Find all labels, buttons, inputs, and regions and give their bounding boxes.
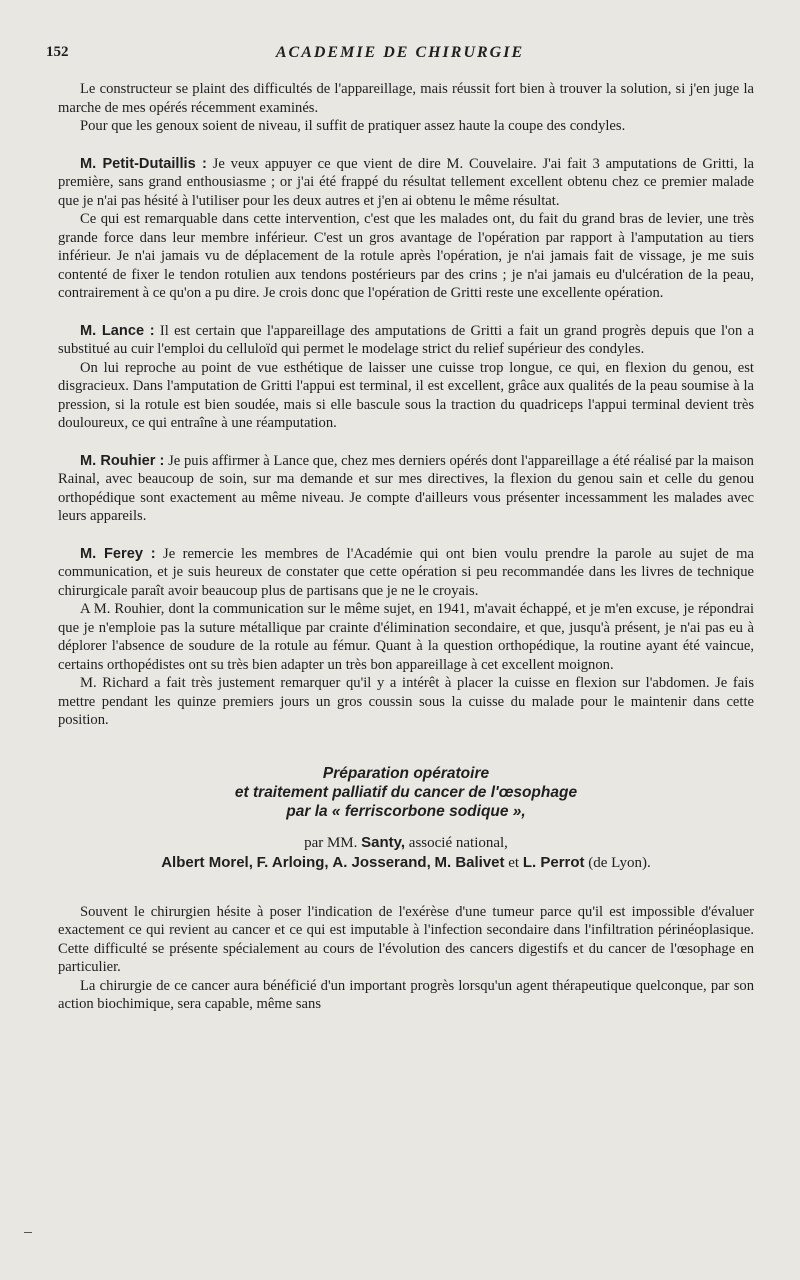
speaker-name: M. Ferey : xyxy=(80,545,156,562)
intervention-paragraph xyxy=(58,545,754,601)
author-name: L. Perrot xyxy=(522,853,585,871)
intervention-paragraph: Ce qui est remarquable dans cette intervention, c'est que les malades ont, du fait du grand bras de levier, une très grande force dans leur membre inférieur. C'est un gros avantage de l'opération par rapport à l'amputation au tiers inférieur. Je n'ai jamais vu de déplacement de la rotule après l'opération, je n'ai jamais fait de vissage, je me suis contenté de fixer le tendon rotulien aux tendons postérieurs par des crins ; je n'ai jamais eu d'ulcération de la peau, contrairement à ce qu'on a pu dire. Je crois donc que l'opération de Gritti reste une excellente opération. xyxy=(58,211,754,301)
article-authors xyxy=(58,853,754,873)
intervention-text: Je remercie les membres de l'Académie qui ont bien voulu prendre la parole au sujet de ma communication, et je suis heureux de constater que cette opération si peu recommandée dans les livres de technique chirurgicale paraît avoir beaucoup plus de partisans que je ne le croyais. xyxy=(58,545,754,599)
speaker-name: M. Lance : xyxy=(80,322,155,339)
intervention-text: Je puis affirmer à Lance que, chez mes derniers opérés dont l'appareillage a été réalisé par la maison Rainal, avec beaucoup de soin, sur ma demande et sur mes directives, la flexion du genou sain et celle du genou orthopédique sont exactement au même niveau. Je compte d'ailleurs vous présenter incessamment les malades avec leurs appareils. xyxy=(58,452,754,524)
author-affiliation: (de Lyon). xyxy=(588,854,651,871)
author-name: F. Arloing, xyxy=(256,853,329,871)
intervention-text: Je veux appuyer ce que vient de dire M. Couvelaire. J'ai fait 3 amputations de Gritti, la première, sans grand enthousiasme ; or j'ai été frappé du résultat tellement excellent obtenu chez ce premier malade que je n'ai pas hésité à l'utiliser pour les deux autres et j'en ai obtenu le même résultat. xyxy=(58,155,754,209)
page-body xyxy=(58,80,754,1014)
article-paragraph: La chirurgie de ce cancer aura bénéficié d'un important progrès lorsqu'un agent thérapeutique quelconque, par son action biochimique, sera capable, même sans xyxy=(58,977,754,1012)
article-title-line: Préparation opératoire xyxy=(322,764,490,782)
speaker-name: M. Rouhier : xyxy=(80,452,165,469)
byline-prefix: par MM. xyxy=(304,834,358,851)
intervention-paragraph xyxy=(58,155,754,211)
article-byline xyxy=(58,833,754,853)
page-header xyxy=(46,44,754,64)
intervention-paragraph xyxy=(58,452,754,526)
intervention-paragraph xyxy=(58,322,754,359)
margin-mark xyxy=(24,1232,32,1233)
intro-paragraph: Le constructeur se plaint des difficultés de l'appareillage, mais réussit fort bien à trouver la solution, si j'en juge la marche de mes opérés récemment examinés. xyxy=(58,81,754,116)
speaker-name: M. Petit-Dutaillis : xyxy=(80,155,207,172)
author-role: associé national, xyxy=(408,834,508,851)
author-name: Albert Morel, xyxy=(161,853,253,871)
authors-joiner: et xyxy=(508,854,520,871)
article-paragraph: Souvent le chirurgien hésite à poser l'indication de l'exérèse d'une tumeur parce qu'il est impossible d'évaluer exactement ce qui revient au cancer et ce qui est imputable à l'infection secondaire dans l'infiltration périnéoplasique. Cette difficulté se présente spécialement au cours de l'évolution des cancers digestifs et du cancer de l'œsophage en particulier. xyxy=(58,903,754,975)
intervention-paragraph: On lui reproche au point de vue esthétique de laisser une cuisse trop longue, ce qui, en flexion du genou, est disgracieux. Dans l'amputation de Gritti l'appui est terminal, il est excellent, grâce aux qualités de la peau soumise à la pression, si la rotule est bien soudée, mais si elle bascule sous la traction du quadriceps l'appui terminal devient très douloureux, ce qui entraîne à une réamputation. xyxy=(58,359,754,431)
article-title xyxy=(58,764,754,821)
intro-paragraph: Pour que les genoux soient de niveau, il suffit de pratiquer assez haute la coupe des condyles. xyxy=(80,118,626,134)
page-number: 152 xyxy=(46,44,69,60)
intervention-paragraph: A M. Rouhier, dont la communication sur le même sujet, en 1941, m'avait échappé, et je m'en excuse, je répondrai que je n'emploie pas la suture métallique par crainte d'élimination secondaire, et que, jusqu'à présent, je n'ai pas eu à déplorer l'absence de soudure de la rotule au fémur. Quant à la question orthopédique, la routine ayant été vaincue, certains orthopédistes ont su très bien adapter un très bon appareillage à cet excellent moignon. xyxy=(58,601,754,673)
intervention-paragraph: M. Richard a fait très justement remarquer qu'il y a intérêt à placer la cuisse en flexion sur l'abdomen. Je fais mettre pendant les quinze premiers jours un gros coussin sous la cuisse du malade pour le maintenir dans cette position. xyxy=(58,675,754,728)
intervention-text: Il est certain que l'appareillage des amputations de Gritti a fait un grand progrès depuis que l'on a substitué au cuir l'emploi du celluloïd qui permet le modelage strict du relief supérieur des condyles. xyxy=(58,322,755,357)
running-title: ACADEMIE DE CHIRURGIE xyxy=(275,44,525,61)
author-name: Santy, xyxy=(361,833,406,851)
article-title-line: et traitement palliatif du cancer de l'œsophage xyxy=(234,783,578,801)
article-title-line: par la « ferriscorbone sodique », xyxy=(286,802,526,820)
author-name: A. Josserand, xyxy=(332,853,431,871)
author-name: M. Balivet xyxy=(434,853,505,871)
